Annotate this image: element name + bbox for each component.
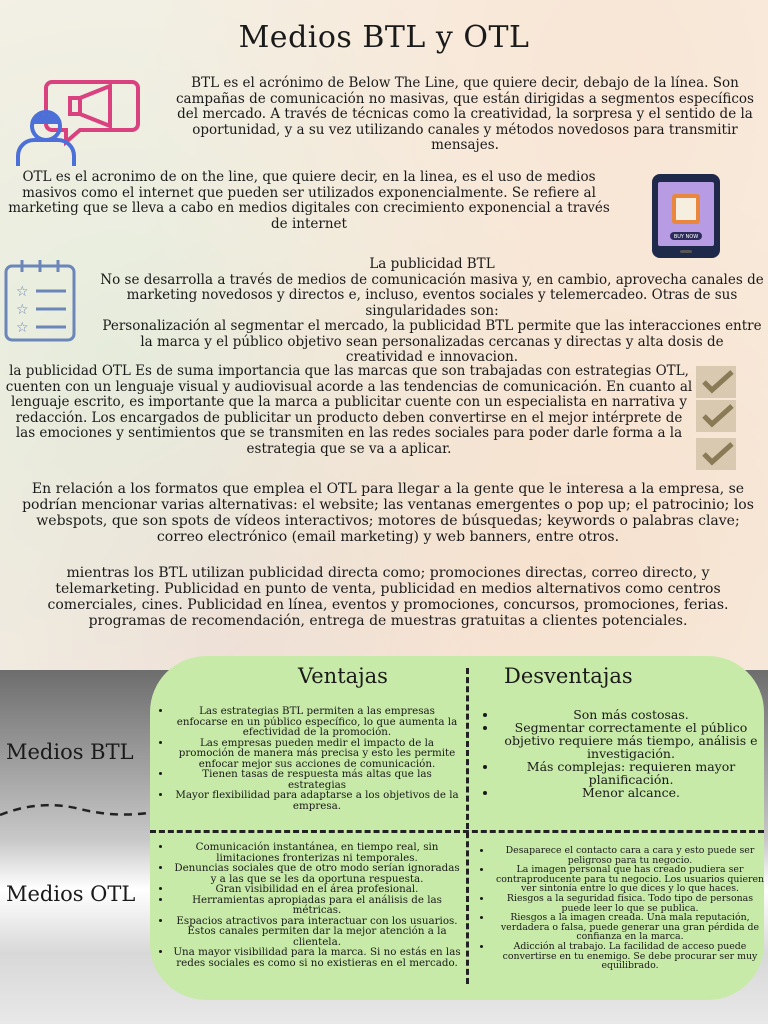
list-item: • Riesgos a la seguridad física. Todo tipo de personas puede leer lo que se publica. bbox=[492, 894, 768, 913]
row-label-otl: Medios OTL bbox=[6, 882, 136, 906]
list-item: • Gran visibilidad en el área profesional. bbox=[172, 884, 462, 895]
column-divider bbox=[466, 668, 469, 984]
list-item: • Espacios atractivos para interactuar con los usuarios. Estos canales permiten dar la mejor atención a la clientela. bbox=[172, 916, 462, 948]
check-icon bbox=[694, 436, 744, 472]
list-item: • Menor alcance. bbox=[498, 786, 764, 799]
checklist-icon bbox=[2, 258, 78, 342]
row-divider bbox=[150, 830, 764, 833]
btl-publicidad-section bbox=[100, 257, 764, 366]
megaphone-user-icon bbox=[14, 76, 140, 168]
btl-publicidad-title: La publicidad BTL bbox=[369, 256, 495, 272]
btl-desventajas-list bbox=[486, 708, 764, 799]
list-item: • Más complejas: requieren mayor planificación. bbox=[498, 760, 764, 786]
btl-definition: BTL es el acrónimo de Below The Line, que quiere decir, debajo de la línea. Son campañas de comunicación no masivas, que están dirigidas a segmentos específicos del mercado. A través de técnicas como la creatividad, la sorpresa y el sentido de la oportunidad, y a su vez utilizando canales y métodos novedosos para transmitir mensajes. bbox=[176, 75, 754, 153]
smartphone-shop-icon bbox=[650, 172, 722, 260]
btl-personalizacion-text: Personalización al segmentar el mercado, la publicidad BTL permite que las interacciones entre la marca y el público objetivo sean personalizadas cercanas y directas y alta dosis de creatividad e innovacion. bbox=[102, 318, 762, 365]
list-item: • Riesgos a la imagen creada. Una mala reputación, verdadera o falsa, puede generar una gran pérdida de confianza en la marca. bbox=[492, 913, 768, 942]
list-item: • Mayor flexibilidad para adaptarse a los objetivos de la empresa. bbox=[172, 790, 462, 811]
list-item: • Herramientas apropiadas para el análisis de las métricas. bbox=[172, 895, 462, 916]
list-item: • Comunicación instantánea, en tiempo real, sin limitaciones fronterizas ni temporales. bbox=[172, 842, 462, 863]
otl-ventajas-list bbox=[160, 842, 462, 968]
list-item: • Adicción al trabajo. La facilidad de acceso puede convertirse en tu enemigo. Se debe procurar ser muy equilibrado. bbox=[492, 942, 768, 971]
list-item: • Una mayor visibilidad para la marca. Si no estás en las redes sociales es como si no existieras en el mercado. bbox=[172, 947, 462, 968]
row-label-btl: Medios BTL bbox=[6, 740, 134, 764]
list-item: • Las estrategias BTL permiten a las empresas enfocarse en un público específico, lo que aumenta la efectividad de la promoción. bbox=[172, 706, 462, 738]
check-icon bbox=[694, 364, 744, 400]
svg-text:☆: ☆ bbox=[16, 302, 29, 318]
svg-text:☆: ☆ bbox=[16, 284, 29, 300]
btl-formatos-text: mientras los BTL utilizan publicidad directa como; promociones directas, correo directo, y telemarketing. Publicidad en punto de venta, publicidad en medios alternativos como centros comerciales, cines. Publicidad en línea, eventos y promociones, concursos, promociones, ferias. programas de recomendación, entrega de muestras gratuitas a clientes potenciales. bbox=[47, 565, 729, 629]
list-item: • Son más costosas. bbox=[498, 708, 764, 721]
list-item: • Tienen tasas de respuesta más altas que las estrategias bbox=[172, 769, 462, 790]
buy-now-label: BUY NOW bbox=[673, 234, 699, 240]
svg-text:☆: ☆ bbox=[16, 320, 29, 336]
list-item: • La imagen personal que has creado pudiera ser contraproducente para tu negocio. Los usuarios quieren ver sintonía entre lo que dices y lo que haces. bbox=[492, 865, 768, 894]
page-title: Medios BTL y OTL bbox=[238, 20, 530, 55]
column-header-desventajas: Desventajas bbox=[504, 664, 633, 688]
otl-formatos-text: En relación a los formatos que emplea el OTL para llegar a la gente que le interesa a la empresa, se podrían mencionar varias alternativas: el website; las ventanas emergentes o pop up; el patrocinio; los webspots, que son spots de vídeos interactivos; motores de búsquedas; keywords o palabras clave; correo electrónico (email marketing) y web banners, entre otros. bbox=[22, 481, 754, 545]
wave-divider bbox=[0, 795, 160, 825]
list-item: • Segmentar correctamente el público objetivo requiere más tiempo, análisis e investigación. bbox=[498, 721, 764, 760]
otl-desventajas-list bbox=[480, 846, 768, 971]
list-item: • Denuncias sociales que de otro modo serían ignoradas y a las que se les da oportuna respuesta. bbox=[172, 863, 462, 884]
check-icon bbox=[694, 398, 744, 434]
otl-publicidad-text: la publicidad OTL Es de suma importancia que las marcas que son trabajadas con estrategias OTL, cuenten con un lenguaje visual y audiovisual acorde a las tendencias de comunicación. En cuanto al lenguaje escrito, es importante que la marca a publicitar cuente con un especialista en narrativa y redacción. Los encargados de publicitar un producto deben convertirse en el mejor intérprete de las emociones y sentimientos que se transmiten en las redes sociales para poder darle forma a la estrategia que se va a aplicar. bbox=[5, 363, 693, 457]
column-header-ventajas: Ventajas bbox=[298, 664, 388, 688]
list-item: • Las empresas pueden medir el impacto de la promoción de manera más precisa y esto les permite enfocar mejor sus acciones de comunicación. bbox=[172, 738, 462, 770]
list-item: • Desaparece el contacto cara a cara y esto puede ser peligroso para tu negocio. bbox=[492, 846, 768, 865]
btl-ventajas-list bbox=[160, 706, 462, 811]
otl-definition: OTL es el acronimo de on the line, que quiere decir, en la linea, es el uso de medios masivos como el internet que pueden ser utilizados exponencialmente. Se refiere al marketing que se lleva a cabo en medios digitales con crecimiento exponencial a través de internet bbox=[8, 169, 610, 232]
btl-publicidad-text: No se desarrolla a través de medios de comunicación masiva y, en cambio, aprovecha canales de marketing novedosos y directos e, incluso, eventos sociales y telemercadeo. Otras de sus singularidades son: bbox=[100, 271, 764, 319]
